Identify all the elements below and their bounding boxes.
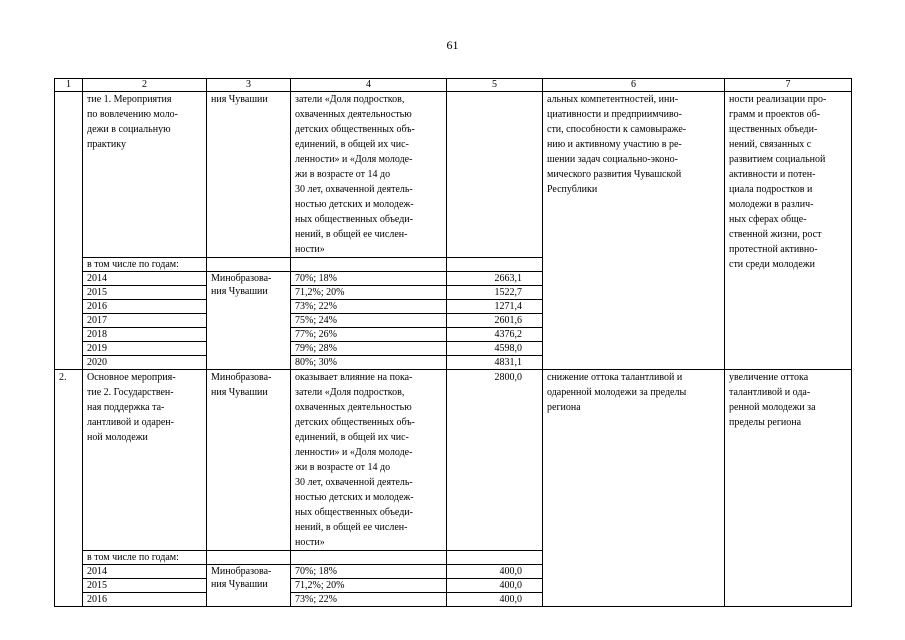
row-number: 2.	[55, 370, 83, 607]
amount: 2800,0	[447, 370, 543, 551]
expected-result: альных компетентностей, ини- циативности и предприимчиво- сти, способности к самовыраже- нию и активному участию в ре- шении задач социально-эконо- мического развития Чувашской Республики	[543, 92, 725, 370]
indicator-value: 79%; 28%	[291, 342, 447, 356]
non-implementation-effect: ности реализации про- грамм и проектов об- щественных объеди- нений, связанных с развитием социальной активности и потен- циала подростков и молодежи в различ- ных сферах обще- ственной жизни, рост протестной активно- сти среди молодежи	[725, 92, 852, 370]
measures-table	[54, 78, 852, 607]
amount: 4598,0	[447, 342, 543, 356]
year: 2018	[83, 328, 207, 342]
header-cell: 4	[291, 79, 447, 92]
measure-name: Основное мероприя- тие 2. Государствен- ная поддержка та- лантливой и одарен- ной молодежи	[83, 370, 207, 551]
year: 2014	[83, 565, 207, 579]
indicator-value: 73%; 22%	[291, 593, 447, 607]
expected-result: снижение оттока талантливой и одаренной молодежи за пределы региона	[543, 370, 725, 607]
year: 2016	[83, 300, 207, 314]
years-executor: Минобразова- ния Чувашии	[207, 272, 291, 370]
amount: 400,0	[447, 579, 543, 593]
measure-name: тие 1. Мероприятия по вовлечению моло- дежи в социальную практику	[83, 92, 207, 258]
year: 2020	[83, 356, 207, 370]
indicator-value: 80%; 30%	[291, 356, 447, 370]
header-cell: 6	[543, 79, 725, 92]
amount: 4376,2	[447, 328, 543, 342]
by-years-label: в том числе по годам:	[83, 551, 207, 565]
indicator-value: 73%; 22%	[291, 300, 447, 314]
indicator-value: 71,2%; 20%	[291, 579, 447, 593]
page-number: 61	[446, 38, 459, 52]
year: 2016	[83, 593, 207, 607]
table-row	[55, 92, 852, 258]
year: 2014	[83, 272, 207, 286]
indicator-value: 70%; 18%	[291, 272, 447, 286]
indicator-text: затели «Доля подростков, охваченных деятельностью детских общественных объ- единений, в общей их чис- ленности» и «Доля молоде- жи в возрасте от 14 до 30 лет, охваченной деятель- ностью детских и молодеж- ных общественных объеди- нений, в общей ее числен- ности»	[291, 92, 447, 258]
header-cell: 3	[207, 79, 291, 92]
indicator-value: 75%; 24%	[291, 314, 447, 328]
header-cell: 5	[447, 79, 543, 92]
indicator-value: 70%; 18%	[291, 565, 447, 579]
header-cell: 7	[725, 79, 852, 92]
amount	[447, 92, 543, 258]
header-row	[55, 79, 852, 92]
years-executor: Минобразова- ния Чувашии	[207, 565, 291, 607]
table-row	[55, 370, 852, 551]
header-cell: 1	[55, 79, 83, 92]
indicator-text: оказывает влияние на пока- затели «Доля подростков, охваченных деятельностью детских общественных объ- единений, в общей их чис- ленности» и «Доля молоде- жи в возрасте от 14 до 30 лет, охваченной деятель- ностью детских и молодеж- ных общественных объеди- нений, в общей ее числен- ности»	[291, 370, 447, 551]
amount: 400,0	[447, 565, 543, 579]
non-implementation-effect: увеличение оттока талантливой и ода- ренной молодежи за пределы региона	[725, 370, 852, 607]
indicator-value: 77%; 26%	[291, 328, 447, 342]
amount: 2601,6	[447, 314, 543, 328]
header-cell: 2	[83, 79, 207, 92]
amount: 1271,4	[447, 300, 543, 314]
by-years-label: в том числе по годам:	[83, 258, 207, 272]
amount: 1522,7	[447, 286, 543, 300]
year: 2015	[83, 579, 207, 593]
year: 2017	[83, 314, 207, 328]
indicator-value: 71,2%; 20%	[291, 286, 447, 300]
year: 2019	[83, 342, 207, 356]
row-number	[55, 92, 83, 370]
year: 2015	[83, 286, 207, 300]
executor: Минобразова- ния Чувашии	[207, 370, 291, 551]
amount: 400,0	[447, 593, 543, 607]
executor: ния Чувашии	[207, 92, 291, 258]
amount: 4831,1	[447, 356, 543, 370]
amount: 2663,1	[447, 272, 543, 286]
